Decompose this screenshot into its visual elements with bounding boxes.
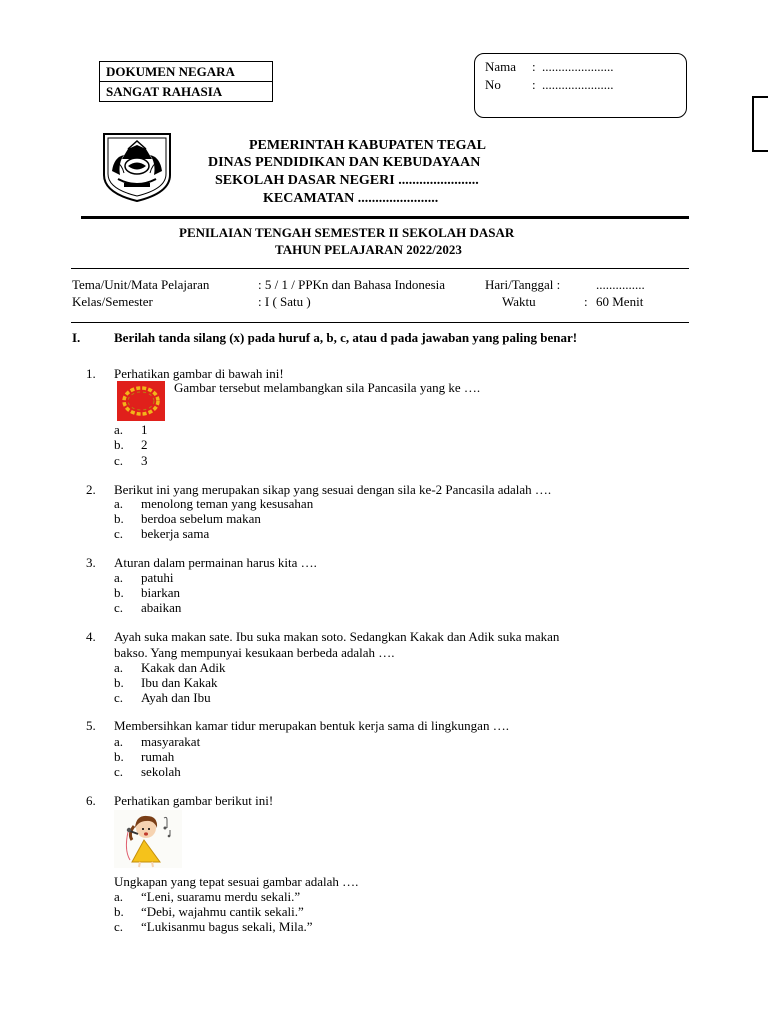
q3-option-a-letter[interactable]: a. xyxy=(114,570,124,585)
waktu-value: 60 Menit xyxy=(596,294,644,309)
info-rule-top xyxy=(71,268,689,269)
page-edge-mark xyxy=(752,96,768,152)
kelas-label: Kelas/Semester xyxy=(72,294,153,309)
question-1-number: 1. xyxy=(86,366,96,381)
q5-option-a-letter[interactable]: a. xyxy=(114,734,124,749)
q6-option-a-text: “Leni, suaramu merdu sekali.” xyxy=(141,889,301,904)
no-colon: : xyxy=(532,77,536,92)
kelas-value: : I ( Satu ) xyxy=(258,294,311,309)
question-5-text: Membersihkan kamar tidur merupakan bentuk kerja sama di lingkungan …. xyxy=(114,718,509,733)
letterhead-line-2: DINAS PENDIDIKAN DAN KEBUDAYAAN xyxy=(208,155,481,170)
hari-value: ............... xyxy=(596,277,645,292)
nama-colon: : xyxy=(532,59,536,74)
q4-option-b-text: Ibu dan Kakak xyxy=(141,675,218,690)
letterhead-line-3: SEKOLAH DASAR NEGERI ....................... xyxy=(215,173,479,188)
q2-option-a-letter[interactable]: a. xyxy=(114,496,124,511)
question-3-number: 3. xyxy=(86,555,96,570)
q3-option-a-text: patuhi xyxy=(141,570,174,585)
q6-option-b-letter[interactable]: b. xyxy=(114,904,124,919)
q2-option-c-text: bekerja sama xyxy=(141,526,210,541)
q2-option-b-text: berdoa sebelum makan xyxy=(141,511,261,526)
q6-option-a-letter[interactable]: a. xyxy=(114,889,124,904)
nama-label: Nama xyxy=(485,59,517,74)
question-1-text: Gambar tersebut melambangkan sila Pancasila yang ke …. xyxy=(174,380,481,395)
hari-label: Hari/Tanggal : xyxy=(485,277,561,292)
q3-option-b-text: biarkan xyxy=(141,585,180,600)
exam-year: TAHUN PELAJARAN 2022/2023 xyxy=(275,242,462,257)
no-field[interactable]: ...................... xyxy=(542,77,614,92)
regency-crest-icon xyxy=(98,131,176,203)
exam-title: PENILAIAN TENGAH SEMESTER II SEKOLAH DASAR xyxy=(179,225,515,240)
q4-option-c-text: Ayah dan Ibu xyxy=(141,690,211,705)
question-5-number: 5. xyxy=(86,718,96,733)
q5-option-c-letter[interactable]: c. xyxy=(114,764,124,779)
question-3-text: Aturan dalam permainan harus kita …. xyxy=(114,555,317,570)
q3-option-b-letter[interactable]: b. xyxy=(114,585,124,600)
q4-option-c-letter[interactable]: c. xyxy=(114,690,124,705)
q3-option-c-text: abaikan xyxy=(141,600,182,615)
q2-option-c-letter[interactable]: c. xyxy=(114,526,124,541)
letterhead-line-4: KECAMATAN ....................... xyxy=(263,191,439,206)
q1-option-b-letter[interactable]: b. xyxy=(114,437,124,452)
chain-sila-icon xyxy=(117,381,165,421)
tema-value: : 5 / 1 / PPKn dan Bahasa Indonesia xyxy=(258,277,446,292)
q4-option-a-text: Kakak dan Adik xyxy=(141,660,226,675)
question-6-number: 6. xyxy=(86,793,96,808)
waktu-label: Waktu xyxy=(502,294,536,309)
no-label: No xyxy=(485,77,501,92)
nama-field[interactable]: ...................... xyxy=(542,59,614,74)
q1-option-b-text: 2 xyxy=(141,437,148,452)
q6-option-c-letter[interactable]: c. xyxy=(114,919,124,934)
question-2-number: 2. xyxy=(86,482,96,497)
dokumen-negara-label: DOKUMEN NEGARA xyxy=(99,61,273,82)
q1-option-a-text: 1 xyxy=(141,422,148,437)
question-4-text-line-1: Ayah suka makan sate. Ibu suka makan soto. Sedangkan Kakak dan Adik suka makan xyxy=(114,629,560,644)
q5-option-b-letter[interactable]: b. xyxy=(114,749,124,764)
q1-option-c-letter[interactable]: c. xyxy=(114,453,124,468)
q6-option-c-text: “Lukisanmu bagus sekali, Mila.” xyxy=(141,919,313,934)
q3-option-c-letter[interactable]: c. xyxy=(114,600,124,615)
question-2-text: Berikut ini yang merupakan sikap yang sesuai dengan sila ke-2 Pancasila adalah …. xyxy=(114,482,552,497)
q1-option-c-text: 3 xyxy=(141,453,148,468)
q5-option-c-text: sekolah xyxy=(141,764,181,779)
question-6-prompt: Perhatikan gambar berikut ini! xyxy=(114,793,274,808)
q5-option-b-text: rumah xyxy=(141,749,175,764)
section-instruction: Berilah tanda silang (x) pada huruf a, b, c, atau d pada jawaban yang paling benar! xyxy=(114,330,578,345)
q2-option-a-text: menolong teman yang kesusahan xyxy=(141,496,314,511)
student-identity-box xyxy=(474,53,687,118)
info-rule-bottom xyxy=(71,322,689,323)
letterhead-rule xyxy=(81,216,689,219)
q5-option-a-text: masyarakat xyxy=(141,734,201,749)
question-4-number: 4. xyxy=(86,629,96,644)
section-number: I. xyxy=(72,330,81,345)
q6-option-b-text: “Debi, wajahmu cantik sekali.” xyxy=(141,904,304,919)
waktu-colon: : xyxy=(584,294,588,309)
question-4-text-line-2: bakso. Yang mempunyai kesukaan berbeda adalah …. xyxy=(114,645,395,660)
singing-girl-icon xyxy=(114,810,182,868)
q1-option-a-letter[interactable]: a. xyxy=(114,422,124,437)
question-1-prompt: Perhatikan gambar di bawah ini! xyxy=(114,366,284,381)
q4-option-a-letter[interactable]: a. xyxy=(114,660,124,675)
letterhead-line-1: PEMERINTAH KABUPATEN TEGAL xyxy=(249,138,486,153)
sangat-rahasia-label: SANGAT RAHASIA xyxy=(99,81,273,102)
q4-option-b-letter[interactable]: b. xyxy=(114,675,124,690)
question-6-text: Ungkapan yang tepat sesuai gambar adalah …. xyxy=(114,874,359,889)
tema-label: Tema/Unit/Mata Pelajaran xyxy=(72,277,210,292)
q2-option-b-letter[interactable]: b. xyxy=(114,511,124,526)
